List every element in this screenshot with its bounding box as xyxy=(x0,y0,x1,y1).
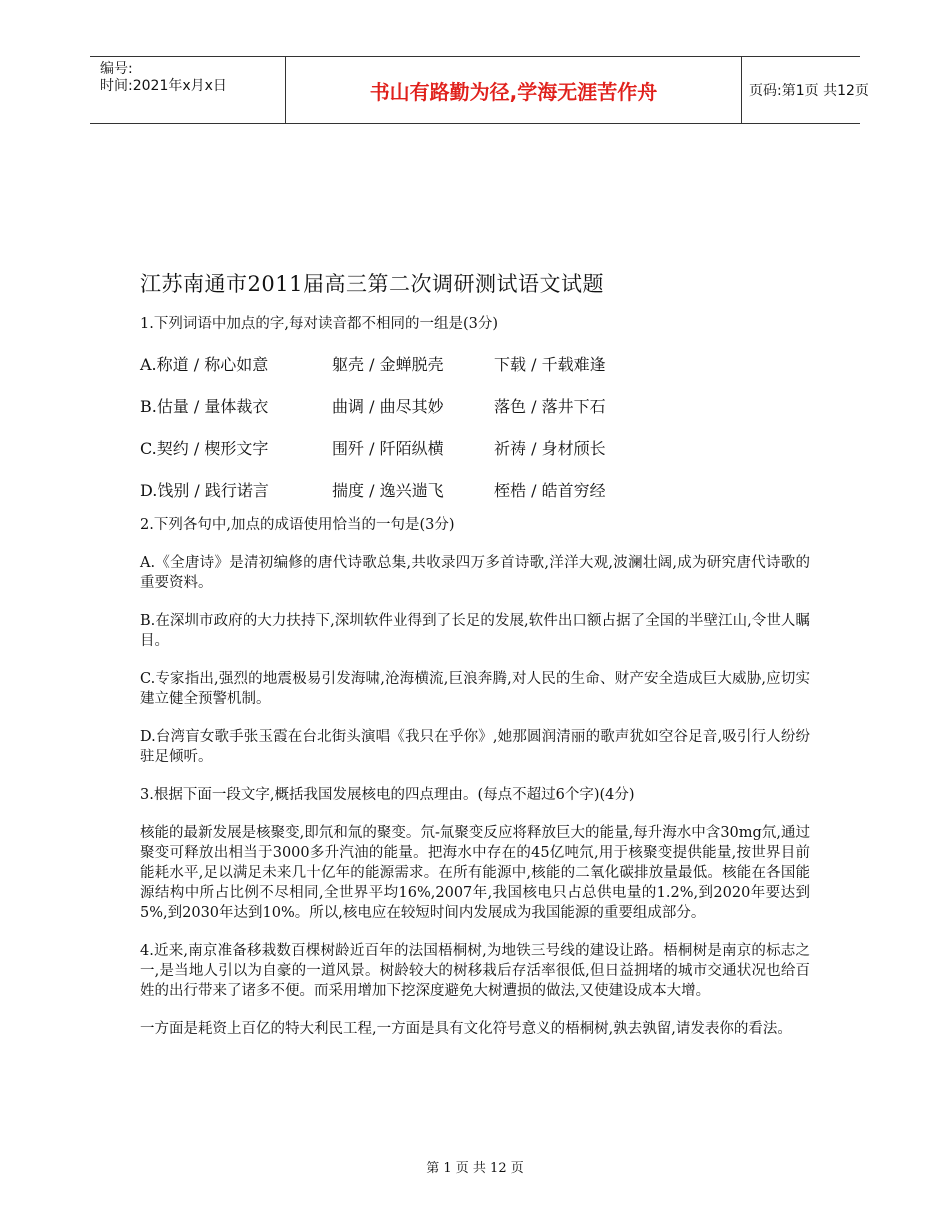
option-pair: 下载 / 千载难逢 xyxy=(494,355,606,374)
option-pair: A.称道 / 称心如意 xyxy=(140,355,269,374)
option-pair: 祈祷 / 身材颀长 xyxy=(494,439,606,458)
header-motto: 书山有路勤为径,学海无涯苦作舟 xyxy=(285,57,742,123)
question-4-prompt: 一方面是耗资上百亿的特大利民工程,一方面是具有文化符号意义的梧桐树,孰去孰留,请发表你的看法。 xyxy=(140,1021,792,1037)
option-pair: B.估量 / 量体裁衣 xyxy=(140,397,269,416)
header-meta xyxy=(90,57,285,123)
question-2-option-a: A.《全唐诗》是清初编修的唐代诗歌总集,共收录四万多首诗歌,洋洋大观,波澜壮阔,成为研究唐代诗歌的重要资料。 xyxy=(140,555,810,591)
question-4-stem: 4.近来,南京准备移栽数百棵树龄近百年的法国梧桐树,为地铁三号线的建设让路。梧桐树是南京的标志之一,是当地人引以为自豪的一道风景。树龄较大的树移栽后存活率很低,但日益拥堵的城市交通状况也给百姓的出行带来了诸多不便。而采用增加下挖深度避免大树遭损的做法,又使建设成本大增。 xyxy=(140,943,810,999)
page-footer: 第 1 页 共 12 页 xyxy=(426,1161,524,1176)
page-header xyxy=(90,56,869,124)
option-pair: C.契约 / 楔形文字 xyxy=(140,439,269,458)
question-2-option-c: C.专家指出,强烈的地震极易引发海啸,沧海横流,巨浪奔腾,对人民的生命、财产安全造成巨大威胁,应切实建立健全预警机制。 xyxy=(140,671,810,707)
question-1-option-c xyxy=(140,436,810,459)
question-1-option-b xyxy=(140,394,810,417)
header-page-info: 页码:第1页 共12页 xyxy=(749,83,869,99)
question-3-stem: 3.根据下面一段文字,概括我国发展核电的四点理由。(每点不超过6个字)(4分) xyxy=(140,787,635,803)
document-title: 江苏南通市2011届高三第二次调研测试语文试题 xyxy=(140,272,604,296)
option-pair: D.饯别 / 践行诺言 xyxy=(140,481,269,500)
question-2-stem: 2.下列各句中,加点的成语使用恰当的一句是(3分) xyxy=(140,517,455,533)
option-pair: 桎梏 / 皓首穷经 xyxy=(494,481,606,500)
option-pair: 落色 / 落井下石 xyxy=(494,397,606,416)
document-body xyxy=(140,268,810,1057)
question-2-option-b: B.在深圳市政府的大力扶持下,深圳软件业得到了长足的发展,软件出口额占据了全国的半壁江山,令世人瞩目。 xyxy=(140,613,810,649)
option-pair: 围歼 / 阡陌纵横 xyxy=(332,439,444,458)
question-1-option-d xyxy=(140,478,810,501)
option-pair: 曲调 / 曲尽其妙 xyxy=(332,397,444,416)
question-1-option-a xyxy=(140,352,810,375)
time-label: 时间:2021年x月x日 xyxy=(100,78,227,94)
option-pair: 揣度 / 逸兴遄飞 xyxy=(332,481,444,500)
question-3-passage: 核能的最新发展是核聚变,即氘和氚的聚变。氘-氚聚变反应将释放巨大的能量,每升海水中含30mg氘,通过聚变可释放出相当于3000多升汽油的能量。把海水中存在的45亿吨氘,用于核聚变提供能量,按世界目前能耗水平,足以满足未来几十亿年的能源需求。在所有能源中,核能的二氧化碳排放量最低。核能在各国能源结构中所占比例不尽相同,全世界平均16%,2007年,我国核电只占总供电量的1.2%,到2020年要达到5%,到2030年达到10%。所以,核电应在较短时间内发展成为我国能源的重要组成部分。 xyxy=(140,825,810,921)
question-2-option-d: D.台湾盲女歌手张玉霞在台北街头演唱《我只在乎你》,她那圆润清丽的歌声犹如空谷足音,吸引行人纷纷驻足倾听。 xyxy=(140,729,810,765)
number-label: 编号: xyxy=(100,61,133,77)
option-pair: 躯壳 / 金蝉脱壳 xyxy=(332,355,444,374)
question-1-stem: 1.下列词语中加点的字,每对读音都不相同的一组是(3分) xyxy=(140,316,498,332)
